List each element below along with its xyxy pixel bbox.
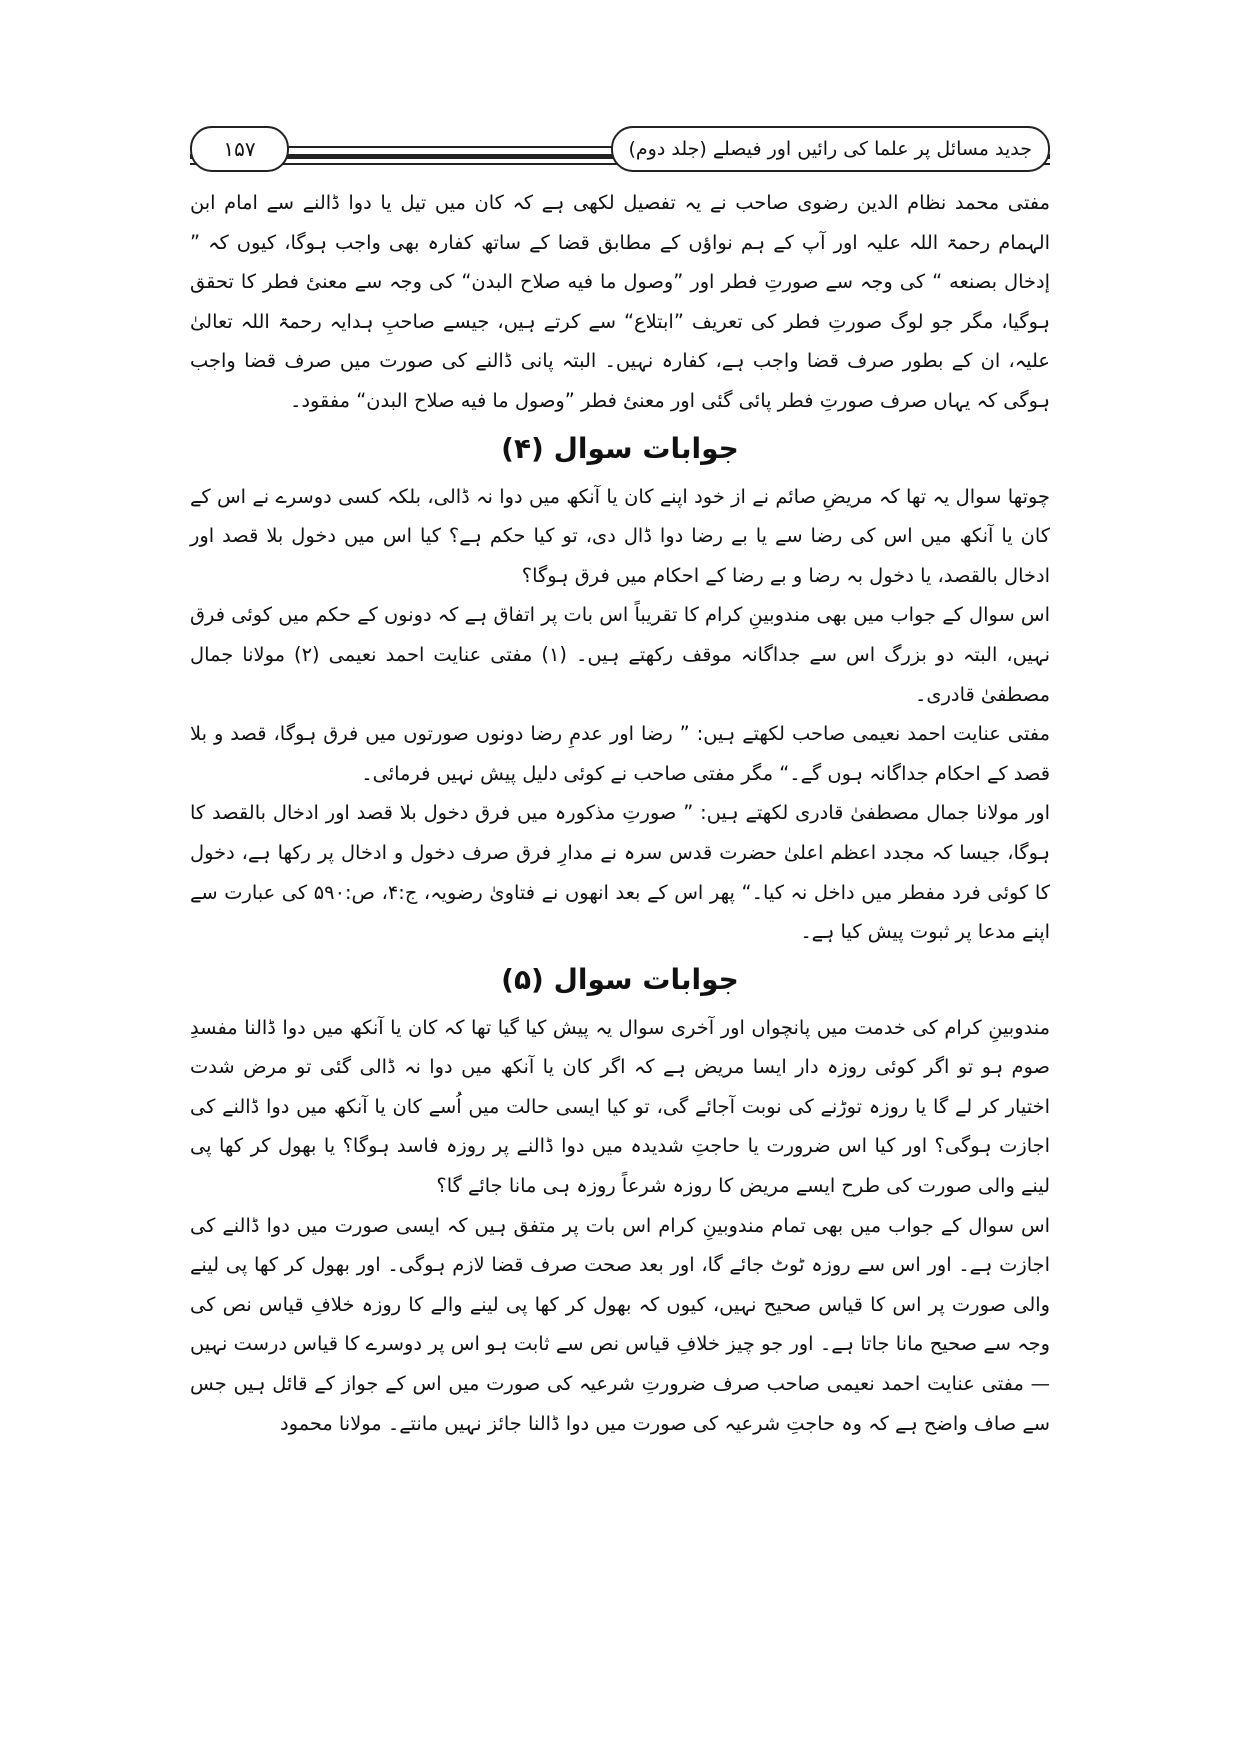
page-header [190, 120, 1050, 180]
section-heading: جوابات سوال (۵) [501, 962, 739, 996]
section-heading: جوابات سوال (۴) [501, 431, 739, 465]
paragraph: چوتھا سوال یہ تھا کہ مریضِ صائم نے از خود اپنے کان یا آنکھ میں دوا نہ ڈالی، بلکہ کسی دوسرے نے اس کے کان یا آنکھ میں اس کی رضا سے یا بے رضا دوا ڈال دی، تو کیا حکم ہے؟ کیا اس میں دخول بلا قصد اور ادخال بالقصد، یا دخول بہ رضا و بے رضا کے احکام میں فرق ہوگا؟ [190, 484, 1050, 587]
book-title: جدید مسائل پر علما کی رائیں اور فیصلے (جلد دوم) [611, 126, 1051, 172]
paragraph: اس سوال کے جواب میں بھی مندوبینِ کرام کا تقریباً اس بات پر اتفاق ہے کہ دونوں کے حکم میں کوئی فرق نہیں، البتہ دو بزرگ اس سے جداگانہ موقف رکھتے ہیں۔ (۱) مفتی عنایت احمد نعیمی (۲) مولانا جمال مصطفیٰ قادری۔ [190, 603, 1050, 706]
paragraph: اس سوال کے جواب میں بھی تمام مندوبینِ کرام اس بات پر متفق ہیں کہ ایسی صورت میں دوا ڈالنے کی اجازت ہے۔ اور اس سے روزہ ٹوٹ جائے گا، اور بعد صحت صرف قضا لازم ہوگی۔ اور بھول کر کھا پی لینے والی صورت پر اس کا قیاس صحیح نہیں، کیوں کہ بھول کر کھا پی لینے والے کا روزہ خلافِ قیاس نص کی وجہ سے صحیح مانا جاتا ہے۔ اور جو چیز خلافِ قیاس نص سے ثابت ہو اس پر دوسرے کا قیاس درست نہیں — مفتی عنایت احمد نعیمی صاحب صرف ضرورتِ شرعیہ کی صورت میں اس کے جواز کے قائل ہیں جس سے صاف واضح ہے کہ وہ حاجتِ شرعیہ کی صورت میں دوا ڈالنا جائز نہیں مانتے۔ مولانا محمود [190, 1213, 1050, 1435]
paragraph: مفتی محمد نظام الدین رضوی صاحب نے یہ تفصیل لکھی ہے کہ کان میں تیل یا دوا ڈالنے سے امام ابن الہمام رحمۃ اللہ علیہ اور آپ کے ہم نواؤں کے مطابق قضا کے ساتھ کفارہ بھی واجب ہوگا، کیوں کہ ” إدخال بصنعه “ کی وجہ سے صورتِ فطر اور ”وصول ما فيه صلاح البدن“ کی وجہ سے معنیٔ فطر کا تحقق ہوگیا، مگر جو لوگ صورتِ فطر کی تعریف ”ابتلاع“ سے کرتے ہیں، جیسے صاحبِ ہدایہ رحمۃ اللہ تعالیٰ علیہ، ان کے بطور صرف قضا واجب ہے، کفارہ نہیں۔ البتہ پانی ڈالنے کی صورت میں صرف قضا واجب ہوگی کہ یہاں صرف صورتِ فطر پائی گئی اور معنیٔ فطر ”وصول ما فيه صلاح البدن“ مفقود۔ [190, 191, 1050, 412]
paragraph: اور مولانا جمال مصطفیٰ قادری لکھتے ہیں: ” صورتِ مذکورہ میں فرق دخول بلا قصد اور ادخال بالقصد کا ہوگا، جیسا کہ مجدد اعظم اعلیٰ حضرت قدس سرہ نے مدارِ فرق صرف دخول و ادخال پر رکھا ہے، دخول کا کوئی فرد مفطر میں داخل نہ کیا۔“ پھر اس کے بعد انھوں نے فتاویٰ رضویہ، ج:۴، ص:۵۹۰ کی عبارت سے اپنے مدعا پر ثبوت پیش کیا ہے۔ [190, 801, 1050, 944]
paragraph: مندوبینِ کرام کی خدمت میں پانچواں اور آخری سوال یہ پیش کیا گیا تھا کہ کان یا آنکھ میں دوا ڈالنا مفسدِ صوم ہو تو اگر کوئی روزہ دار ایسا مریض ہے کہ اگر کان یا آنکھ میں دوا نہ ڈالی گئی تو مرض شدت اختیار کر لے گا یا روزہ توڑنے کی نوبت آجائے گی، تو کیا ایسی حالت میں اُسے کان یا آنکھ میں دوا ڈالنے کی اجازت ہوگی؟ اور کیا اس ضرورت یا حاجتِ شدیدہ میں دوا ڈالنے پر روزہ فاسد ہوگا؟ یا بھول کر کھا پی لینے والی صورت کی طرح ایسے مریض کا روزہ شرعاً روزہ ہی مانا جائے گا؟ [190, 1015, 1050, 1198]
page-number: ۱۵۷ [190, 126, 289, 172]
paragraph: مفتی عنایت احمد نعیمی صاحب لکھتے ہیں: ” رضا اور عدمِ رضا دونوں صورتوں میں فرق ہوگا، قصد و بلا قصد کے احکام جداگانہ ہوں گے۔“ مگر مفتی صاحب نے کوئی دلیل پیش نہیں فرمائی۔ [190, 722, 1050, 785]
page-body [190, 183, 1050, 1443]
